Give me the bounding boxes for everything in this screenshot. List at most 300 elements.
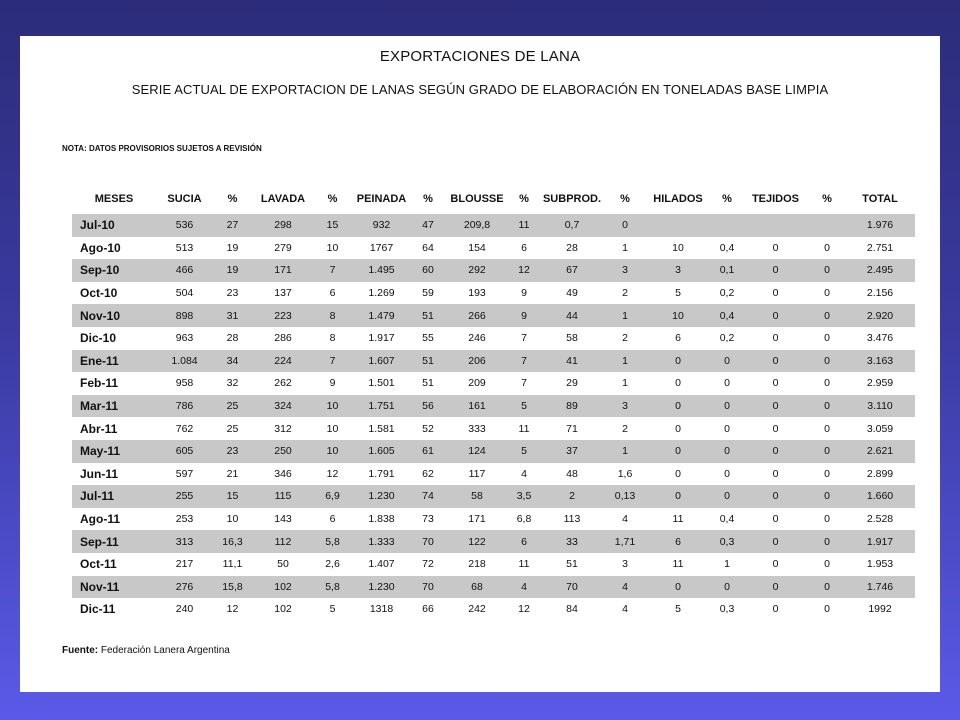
table-cell: 6,8 (516, 513, 532, 526)
table-cell: 89 (538, 395, 606, 418)
table-cell: 2 (538, 485, 606, 508)
table-cell: 786 (156, 395, 213, 418)
table-cell: 0 (724, 422, 730, 435)
month-cell: Nov-10 (72, 304, 156, 327)
table-cell: 10 (326, 422, 339, 435)
table-cell: 0 (644, 576, 712, 599)
table-cell: 8 (314, 304, 351, 327)
table-cell: 23 (213, 440, 252, 463)
table-cell: 3.163 (845, 350, 915, 373)
month-cell: Dic-11 (80, 602, 116, 617)
table-cell: 266 (444, 304, 510, 327)
table-cell: 33 (538, 530, 606, 553)
table-cell: 4 (521, 467, 527, 480)
provisional-note: NOTA: DATOS PROVISORIOS SUJETOS A REVISIÓN (62, 144, 262, 153)
table-cell: 312 (274, 422, 292, 435)
table-cell: 1 (606, 304, 644, 327)
table-cell: 2.621 (845, 440, 915, 463)
table-cell: 2.959 (866, 377, 894, 390)
table-cell: 0 (742, 304, 809, 327)
table-cell: 0 (809, 485, 845, 508)
table-cell: 161 (444, 395, 510, 418)
table-cell: 19 (226, 241, 239, 254)
table-cell: 1.230 (351, 576, 412, 599)
table-cell: 346 (274, 467, 292, 480)
table-cell: 5,8 (314, 576, 351, 599)
table-cell: 0,1 (712, 259, 742, 282)
table-cell: 1992 (868, 603, 892, 616)
table-cell: 51 (412, 350, 444, 373)
table-cell: 6 (644, 530, 712, 553)
table-cell: 1 (724, 558, 730, 571)
table-cell: 224 (252, 350, 314, 373)
column-header: TEJIDOS (751, 193, 800, 205)
table-cell: 1.605 (351, 440, 412, 463)
table-cell: 66 (422, 603, 434, 616)
table-cell: 25 (226, 422, 239, 435)
table-row (72, 282, 915, 305)
table-cell: 0 (809, 259, 845, 282)
exports-table (72, 184, 915, 621)
table-cell: 7 (521, 377, 527, 390)
table-cell: 0 (606, 214, 644, 237)
table-cell: 1.746 (845, 576, 915, 599)
table-cell: 10 (326, 241, 339, 254)
month-cell: Nov-11 (72, 576, 156, 599)
table-cell: 7 (510, 350, 538, 373)
page-title: EXPORTACIONES DE LANA (379, 48, 581, 65)
column-header: % (227, 193, 238, 205)
table-cell: 2.751 (866, 241, 894, 254)
table-cell: 0 (772, 603, 779, 616)
table-cell: 0 (742, 530, 809, 553)
column-header: % (722, 193, 732, 205)
table-cell: 60 (412, 259, 444, 282)
source-note (62, 645, 230, 656)
table-cell: 9 (329, 377, 336, 390)
table-cell: 143 (274, 513, 292, 526)
table-cell: 1.953 (866, 558, 894, 571)
table-cell: 0 (809, 304, 845, 327)
table-cell: 8 (329, 332, 336, 345)
table-cell: 0 (824, 558, 830, 571)
table-cell: 58 (566, 332, 578, 345)
table-cell: 137 (274, 287, 292, 300)
table-cell: 6 (521, 241, 527, 254)
table-cell: 6,9 (314, 485, 351, 508)
table-cell: 61 (412, 440, 444, 463)
table-cell: 1.501 (368, 377, 395, 390)
table-cell: 2.920 (845, 304, 915, 327)
table-cell: 4 (622, 603, 628, 616)
table-row (72, 372, 915, 395)
table-cell: 74 (412, 485, 444, 508)
table-cell: 124 (444, 440, 510, 463)
table-cell: 4 (510, 576, 538, 599)
table-cell: 2,6 (325, 558, 340, 571)
table-cell: 1318 (369, 603, 394, 616)
table-cell: 0 (824, 377, 830, 390)
table-cell: 2 (622, 287, 628, 300)
month-cell: Mar-11 (72, 395, 156, 418)
table-cell: 5,8 (314, 530, 351, 553)
table-cell: 0 (824, 603, 830, 616)
table-cell: 12 (226, 603, 239, 616)
table-cell: 0 (824, 422, 830, 435)
table-cell: 313 (156, 530, 213, 553)
table-cell: 1.333 (351, 530, 412, 553)
table-cell: 1.607 (351, 350, 412, 373)
table-cell: 2.495 (845, 259, 915, 282)
table-cell: 32 (226, 377, 239, 390)
table-cell: 27 (213, 214, 252, 237)
table-cell: 0 (809, 530, 845, 553)
table-cell: 0,3 (712, 530, 742, 553)
table-cell: 958 (175, 377, 194, 390)
table-cell: 3,5 (510, 485, 538, 508)
table-cell (644, 214, 712, 237)
table-cell: 1,6 (617, 467, 633, 480)
table-cell: 246 (468, 332, 486, 345)
table-cell: 11 (672, 558, 684, 571)
table-cell: 0 (742, 259, 809, 282)
table-cell: 15 (213, 485, 252, 508)
table-cell: 0 (644, 350, 712, 373)
table-cell: 12 (326, 467, 339, 480)
table-cell (742, 214, 809, 237)
table-cell: 3 (606, 259, 644, 282)
table-cell: 0,2 (719, 332, 735, 345)
table-cell: 5 (510, 395, 538, 418)
table-cell: 4 (622, 513, 628, 526)
table-row (72, 530, 915, 553)
month-cell: Jul-11 (72, 485, 156, 508)
table-cell: 0 (675, 422, 681, 435)
table-cell: 154 (468, 241, 486, 254)
table-cell: 218 (468, 558, 486, 571)
table-cell: 0 (712, 350, 742, 373)
table-cell: 0,3 (719, 603, 735, 616)
table-cell: 0 (824, 467, 830, 480)
table-cell: 1 (622, 377, 628, 390)
table-cell: 0 (809, 350, 845, 373)
month-cell: Dic-10 (80, 331, 117, 346)
table-cell: 0 (809, 576, 845, 599)
table-cell: 62 (422, 467, 434, 480)
table-row (72, 417, 915, 440)
table-cell: 333 (468, 422, 486, 435)
table-cell: 255 (156, 485, 213, 508)
table-cell: 31 (213, 304, 252, 327)
table-cell: 3.110 (845, 395, 915, 418)
table-cell: 70 (412, 576, 444, 599)
column-header: PEINADA (356, 193, 407, 205)
table-cell: 51 (422, 377, 434, 390)
table-cell: 71 (566, 422, 578, 435)
table-cell: 70 (538, 576, 606, 599)
table-cell: 1.084 (156, 350, 213, 373)
table-cell: 536 (156, 214, 213, 237)
table-cell: 0 (772, 467, 779, 480)
table-cell: 1 (606, 350, 644, 373)
table-cell: 0 (712, 576, 742, 599)
table-cell: 70 (412, 530, 444, 553)
table-cell: 12 (510, 259, 538, 282)
table-cell: 6 (675, 332, 681, 345)
table-cell: 28 (226, 332, 239, 345)
table-cell: 3.059 (866, 422, 894, 435)
table-cell: 1.581 (368, 422, 395, 435)
table-cell: 1.751 (351, 395, 412, 418)
table-cell: 2 (622, 422, 628, 435)
month-cell: Jul-10 (72, 214, 156, 237)
table-cell: 0 (644, 485, 712, 508)
table-cell: 1.407 (368, 558, 395, 571)
table-cell: 0 (772, 332, 779, 345)
table-cell: 0,4 (719, 241, 735, 254)
table-cell: 28 (566, 241, 578, 254)
table-cell: 15,8 (213, 576, 252, 599)
table-cell: 48 (566, 467, 578, 480)
table-cell: 11 (518, 422, 530, 435)
table-cell: 19 (213, 259, 252, 282)
table-cell: 11 (510, 214, 538, 237)
column-header: % (822, 193, 832, 205)
table-cell: 0 (712, 440, 742, 463)
month-cell: May-11 (72, 440, 156, 463)
table-cell: 466 (156, 259, 213, 282)
month-cell: Sep-10 (72, 259, 156, 282)
month-cell: Oct-11 (80, 557, 117, 572)
table-cell: 37 (538, 440, 606, 463)
table-cell: 217 (175, 558, 194, 571)
table-cell: 72 (422, 558, 434, 571)
table-row (72, 214, 915, 237)
table-cell: 171 (252, 259, 314, 282)
table-cell: 9 (510, 304, 538, 327)
table-cell: 0 (809, 395, 845, 418)
column-header: LAVADA (260, 193, 306, 205)
table-cell: 1.917 (368, 332, 395, 345)
table-cell: 262 (274, 377, 292, 390)
table-cell: 56 (412, 395, 444, 418)
table-cell: 25 (213, 395, 252, 418)
table-cell: 0 (712, 485, 742, 508)
table-cell: 0 (809, 440, 845, 463)
table-cell: 0 (772, 513, 779, 526)
table-cell: 5 (510, 440, 538, 463)
month-cell: Oct-10 (80, 286, 118, 301)
table-cell: 67 (538, 259, 606, 282)
table-header-row (72, 184, 915, 214)
table-cell: 513 (175, 241, 194, 254)
table-cell (809, 214, 845, 237)
table-cell: 1 (622, 241, 628, 254)
column-header: % (620, 193, 630, 205)
table-cell: 240 (175, 603, 194, 616)
table-row (72, 485, 915, 508)
table-cell: 59 (422, 287, 434, 300)
table-cell: 597 (175, 467, 194, 480)
column-header: TOTAL (862, 193, 898, 205)
table-cell: 5 (675, 287, 681, 300)
table-cell: 34 (213, 350, 252, 373)
table-cell: 64 (422, 241, 434, 254)
table-cell: 102 (252, 576, 314, 599)
table-cell: 0 (675, 467, 681, 480)
table-cell: 7 (314, 259, 351, 282)
table-cell: 10 (644, 304, 712, 327)
table-cell: 117 (468, 467, 486, 480)
table-cell: 0 (772, 241, 779, 254)
table-cell: 963 (175, 332, 194, 345)
table-row (72, 304, 915, 327)
table-cell: 44 (538, 304, 606, 327)
table-cell: 1.917 (845, 530, 915, 553)
table-cell: 10 (672, 241, 684, 254)
table-cell: 286 (274, 332, 292, 345)
table-cell: 1.269 (368, 287, 395, 300)
table-cell: 324 (252, 395, 314, 418)
table-cell: 55 (422, 332, 434, 345)
table-cell: 0 (742, 576, 809, 599)
table-cell: 242 (468, 603, 486, 616)
table-cell: 0 (644, 440, 712, 463)
table-cell: 15 (314, 214, 351, 237)
column-header: % (423, 193, 433, 205)
table-cell: 23 (226, 287, 239, 300)
table-cell: 250 (252, 440, 314, 463)
table-cell: 2.528 (866, 513, 894, 526)
table-cell: 762 (175, 422, 194, 435)
table-cell: 1.791 (368, 467, 395, 480)
table-cell: 41 (538, 350, 606, 373)
table-cell: 6 (329, 287, 336, 300)
month-cell: Sep-11 (72, 530, 156, 553)
source-label: Fuente: (62, 645, 99, 656)
table-cell: 3 (606, 395, 644, 418)
table-cell: 1 (606, 440, 644, 463)
table-cell: 16,3 (213, 530, 252, 553)
table-cell: 112 (252, 530, 314, 553)
column-header: % (327, 193, 338, 205)
table-cell: 605 (156, 440, 213, 463)
table-cell: 7 (314, 350, 351, 373)
table-cell: 4 (606, 576, 644, 599)
table-cell: 5 (675, 603, 681, 616)
table-cell: 50 (277, 558, 289, 571)
table-cell: 115 (252, 485, 314, 508)
table-cell: 10 (314, 395, 351, 418)
table-cell: 898 (156, 304, 213, 327)
table-cell: 3 (622, 558, 628, 571)
table-cell: 11 (518, 558, 530, 571)
table-row (72, 576, 915, 599)
table-cell: 1.660 (845, 485, 915, 508)
table-row (72, 553, 915, 576)
table-cell (712, 214, 742, 237)
table-row (72, 327, 915, 350)
page-subtitle: SERIE ACTUAL DE EXPORTACION DE LANAS SEGÚN GRADO DE ELABORACIÓN EN TONELADAS BASE LIMPIA (131, 82, 829, 97)
column-header: SUCIA (167, 193, 202, 205)
table-cell: 0 (824, 332, 830, 345)
table-cell: 0 (824, 513, 830, 526)
table-cell: 0 (724, 377, 730, 390)
month-cell: Jun-11 (80, 466, 119, 481)
table-cell: 51 (412, 304, 444, 327)
table-cell: 2.899 (866, 467, 894, 480)
table-cell: 0 (824, 287, 830, 300)
table-cell: 49 (566, 287, 578, 300)
table-cell: 10 (226, 513, 239, 526)
table-cell: 0,7 (538, 214, 606, 237)
table-cell: 206 (444, 350, 510, 373)
table-row (72, 395, 915, 418)
table-cell: 21 (226, 467, 239, 480)
table-cell: 0 (824, 241, 830, 254)
source-text: Federación Lanera Argentina (98, 645, 230, 656)
column-header: % (519, 193, 529, 205)
table-cell: 11,1 (222, 558, 243, 571)
table-cell: 0 (644, 395, 712, 418)
table-cell: 122 (444, 530, 510, 553)
table-cell: 0 (772, 422, 779, 435)
month-cell: Ene-11 (72, 350, 156, 373)
table-cell: 2.156 (866, 287, 894, 300)
table-cell: 68 (444, 576, 510, 599)
table-cell: 6 (510, 530, 538, 553)
table-row (72, 440, 915, 463)
table-cell: 0 (675, 377, 681, 390)
table-cell: 0 (742, 485, 809, 508)
table-cell: 0 (724, 467, 730, 480)
table-cell: 5 (329, 603, 336, 616)
table-cell: 171 (468, 513, 486, 526)
table-row (72, 598, 915, 621)
table-cell: 0,2 (719, 287, 735, 300)
column-header: HILADOS (653, 193, 703, 205)
month-cell: Abr-11 (80, 421, 118, 436)
table-cell: 11 (672, 513, 684, 526)
table-cell: 223 (252, 304, 314, 327)
table-cell: 298 (252, 214, 314, 237)
table-cell: 0,4 (712, 304, 742, 327)
table-cell: 51 (566, 558, 578, 571)
table-cell: 73 (422, 513, 434, 526)
table-cell: 276 (156, 576, 213, 599)
table-row (72, 508, 915, 531)
table-cell: 0,4 (719, 513, 735, 526)
table-row (72, 463, 915, 486)
table-cell: 2 (622, 332, 628, 345)
table-cell: 6 (329, 513, 336, 526)
table-cell: 0 (772, 377, 779, 390)
table-cell: 279 (274, 241, 292, 254)
table-cell: 84 (566, 603, 578, 616)
table-cell: 58 (444, 485, 510, 508)
table-cell: 10 (314, 440, 351, 463)
table-row (72, 259, 915, 282)
table-cell: 0 (712, 395, 742, 418)
table-cell: 0 (772, 287, 779, 300)
table-cell: 1.479 (351, 304, 412, 327)
table-cell: 1.976 (845, 214, 915, 237)
table-cell: 209 (468, 377, 486, 390)
table-cell: 9 (521, 287, 527, 300)
table-cell: 1.838 (368, 513, 395, 526)
table-cell: 52 (422, 422, 434, 435)
slide-panel (20, 36, 940, 692)
